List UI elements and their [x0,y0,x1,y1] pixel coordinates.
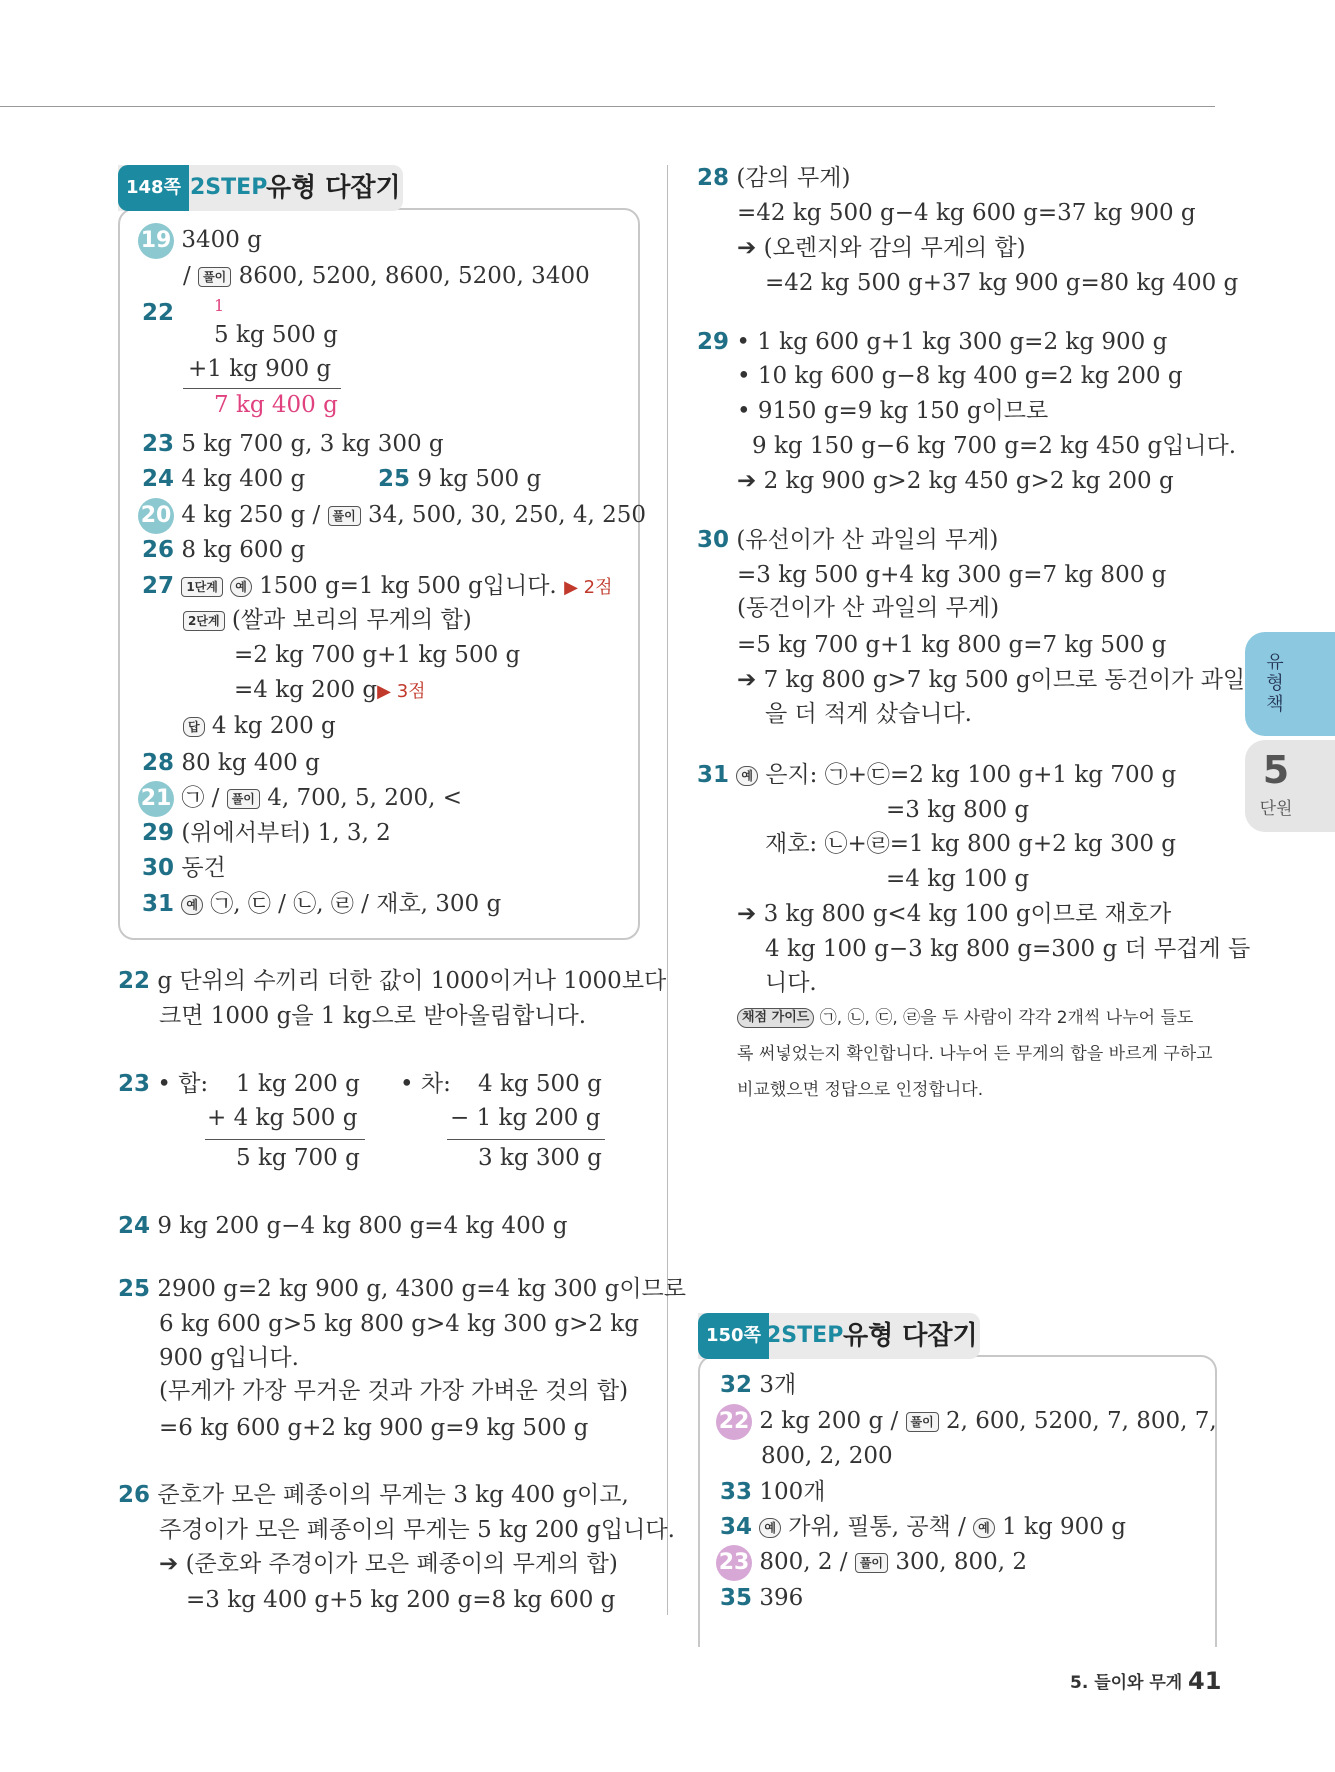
calc-top: 5 kg 500 g [214,322,338,348]
item-number: 28 [697,165,730,191]
item-number: 24 [142,466,175,492]
sum-mid: + 4 kg 500 g [207,1105,358,1131]
solution-text: • 1 kg 600 g+1 kg 300 g=2 kg 900 g [736,329,1168,355]
answer-text: 2 kg 200 g / [759,1408,899,1434]
solution-text: =42 kg 500 g+37 kg 900 g=80 kg 400 g [765,270,1239,296]
points-label: ▶ 2점 [564,577,613,598]
grading-guide [737,1000,1193,1036]
solution-text: 준호가 모은 폐종이의 무게는 3 kg 400 g이고, [157,1482,629,1508]
item-number: 30 [142,855,175,881]
section-title: 유형 다잡기 [266,173,401,203]
item-number: 26 [142,537,175,563]
item-number: 19 [138,223,174,259]
solution-text: • 9150 g=9 kg 150 g이므로 [737,398,1049,424]
solution-text: ➔ 2 kg 900 g>2 kg 450 g>2 kg 200 g [737,468,1174,494]
guide-text: 비교했으면 정답으로 인정합니다. [737,1080,984,1100]
answer-23b [716,1545,1027,1581]
solution-text: (무게가 가장 무거운 것과 가장 가벼운 것의 합) [159,1378,629,1404]
solution-text: (유선이가 산 과일의 무게) [736,527,999,553]
answer-19-solution: / 풀이 8600, 5200, 8600, 5200, 3400 [183,263,590,289]
solution-text: =3 kg 800 g [886,797,1030,823]
example-tag: 예 [230,577,252,597]
solution-text: =5 kg 700 g+1 kg 800 g=7 kg 500 g [737,632,1167,658]
answer-35 [720,1583,803,1613]
answer-tag: 답 [183,717,205,737]
diff-label: • 차: [400,1071,451,1097]
item-number: 24 [118,1213,151,1239]
answer-text: 4 kg 250 g / [181,502,321,528]
item-number: 25 [118,1276,151,1302]
solution-tag: 풀이 [227,789,260,809]
solution-22 [118,966,666,996]
section-title: 유형 다잡기 [843,1321,978,1351]
solution-text: • 합: [157,1071,209,1097]
carry-digit: 1 [214,296,225,315]
solution-text: 6 kg 600 g>5 kg 800 g>4 kg 300 g>2 kg [159,1311,639,1337]
column-divider [667,165,668,1615]
solution-tag: 풀이 [855,1553,888,1573]
solution-text: (감의 무게) [736,165,851,191]
solution-29 [697,327,1167,357]
item-number: 31 [142,891,175,917]
solution-text: 재호: ㉡+㉣=1 kg 800 g+2 kg 300 g [765,831,1177,857]
answer-25 [378,464,541,494]
answer-text: 396 [759,1585,804,1611]
diff-top: 4 kg 500 g [478,1071,602,1097]
solution-text: ➔ (오렌지와 감의 무게의 합) [737,235,1026,261]
item-number: 31 [697,762,730,788]
answer-23 [142,429,444,459]
answer-26 [142,535,305,565]
answer-text: 4 kg 200 g [211,713,336,739]
solution-text: 주경이가 모은 폐종이의 무게는 5 kg 200 g입니다. [159,1517,675,1543]
section-header-150 [698,1313,980,1359]
sum-line [205,1139,365,1140]
item-number: 23 [118,1071,151,1097]
item-number: 32 [720,1372,753,1398]
answer-32 [720,1370,796,1400]
item-number: 27 [142,573,175,599]
solution-24 [118,1211,567,1241]
answer-21 [138,781,462,817]
example-tag: 예 [181,895,203,915]
answer-text: 8600, 5200, 8600, 5200, 3400 [238,263,590,289]
solution-text: ➔ 3 kg 800 g<4 kg 100 g이므로 재호가 [737,901,1172,927]
book-tab[interactable] [1245,632,1335,736]
answer-text: 1500 g=1 kg 500 g입니다. [259,573,557,599]
answer-text: 1 kg 900 g [1002,1514,1126,1540]
answer-28 [142,748,320,778]
answer-22b [716,1404,1217,1440]
item-number: 28 [142,750,175,776]
solution-text: =3 kg 400 g+5 kg 200 g=8 kg 600 g [186,1587,616,1613]
example-tag: 예 [736,766,758,786]
unit-label: 단원 [1259,799,1293,819]
step1-tag: 1단계 [181,577,223,597]
calc-line: =2 kg 700 g+1 kg 500 g [234,642,521,668]
solution-text: • 10 kg 600 g−8 kg 400 g=2 kg 200 g [737,363,1183,389]
solution-28 [697,163,850,193]
solution-text: 4 kg 100 g−3 kg 800 g=300 g 더 무겁게 듭 [765,936,1251,962]
answer-text: ㉠ / [181,785,220,811]
answer-20 [138,498,646,534]
solution-text: (동건이가 산 과일의 무게) [737,595,1000,621]
solution-26 [118,1480,629,1510]
sum-top: 1 kg 200 g [236,1071,360,1097]
item-number: 22 [118,968,151,994]
answer-27-step2 [183,605,472,635]
answer-27-final [183,711,336,741]
answer-text: 34, 500, 30, 250, 4, 250 [368,502,647,528]
solution-text: 니다. [765,970,817,996]
solution-text: =6 kg 600 g+2 kg 900 g=9 kg 500 g [159,1415,589,1441]
item-number: 23 [716,1545,752,1581]
solution-text: ➔ 7 kg 800 g>7 kg 500 g이므로 동건이가 과일 [737,667,1246,693]
answer-30 [142,853,226,883]
answer-text: 4, 700, 5, 200, < [267,785,463,811]
item-number: 21 [138,781,174,817]
item-number: 26 [118,1482,151,1508]
calc-result: 7 kg 400 g [214,392,338,418]
guide-text: ㉠, ㉡, ㉢, ㉣을 두 사람이 각각 2개씩 나누어 들도 [819,1008,1194,1028]
answer-34 [720,1512,1126,1542]
item-number: 34 [720,1514,753,1540]
solution-text: 9 kg 150 g−6 kg 700 g=2 kg 450 g입니다. [752,433,1237,459]
item-number: 29 [142,820,175,846]
page-ref: 148쪽 [118,165,189,211]
item-number: 22 [716,1404,752,1440]
calc-line [183,388,341,389]
solution-tag: 풀이 [906,1412,939,1432]
answer-text: 3400 g [181,227,262,253]
grading-guide-tag: 채점 가이드 [737,1008,814,1028]
solution-tag: 풀이 [328,506,361,526]
answer-text: 800, 2 / [759,1549,848,1575]
answer-text: 8 kg 600 g [181,537,306,563]
answer-text: 5 kg 700 g, 3 kg 300 g [181,431,444,457]
calc-mid: +1 kg 900 g [188,356,332,382]
solution-text: ➔ (준호와 주경이가 모은 폐종이의 무게의 합) [159,1551,618,1577]
solution-text: 은지: ㉠+㉢=2 kg 100 g+1 kg 700 g [765,762,1177,788]
solution-text: =4 kg 100 g [886,866,1030,892]
answer-text: ㉠, ㉢ / ㉡, ㉣ / 재호, 300 g [210,891,502,917]
item-number: 22 [142,300,175,326]
book-tab-label: 유 형 책 [1266,652,1284,715]
item-number: 30 [697,527,730,553]
answer-29 [142,818,391,848]
points-label: ▶ 3점 [377,681,426,702]
solution-text: =3 kg 500 g+4 kg 300 g=7 kg 800 g [737,562,1167,588]
diff-line [447,1139,605,1140]
example-tag: 예 [973,1518,995,1538]
item-number: 20 [138,498,174,534]
solution-23 [118,1069,208,1099]
answer-19 [138,223,262,259]
solution-text: =42 kg 500 g−4 kg 600 g=37 kg 900 g [737,200,1196,226]
answer-text: 9 kg 500 g [417,466,542,492]
answer-text: 80 kg 400 g [181,750,320,776]
step2-tag: 2단계 [183,611,225,631]
solution-text: 900 g입니다. [159,1345,299,1371]
solution-text: 9 kg 200 g−4 kg 800 g=4 kg 400 g [157,1213,568,1239]
answer-text: 300, 800, 2 [895,1549,1028,1575]
item-number: 35 [720,1585,753,1611]
answer-text: 2, 600, 5200, 7, 800, 7, [946,1408,1217,1434]
solution-25 [118,1274,686,1304]
answer-text: 4 kg 400 g [181,466,306,492]
solution-text: 2900 g=2 kg 900 g, 4300 g=4 kg 300 g이므로 [157,1276,686,1302]
item-number: 29 [697,329,730,355]
item-number: 33 [720,1479,753,1505]
item-number: 25 [378,466,411,492]
answer-text: 100개 [759,1479,826,1505]
item-number: 23 [142,431,175,457]
page-ref: 150쪽 [698,1313,769,1359]
unit-tab[interactable] [1245,740,1335,832]
solution-text: g 단위의 수끼리 더한 값이 1000이거나 1000보다 [157,968,667,994]
guide-text: 록 써넣었는지 확인합니다. 나누어 든 무게의 합을 바르게 구하고 [737,1044,1213,1064]
answer-27-step1 [142,571,612,603]
solution-text: 크면 1000 g을 1 kg으로 받아올림합니다. [159,1003,587,1029]
answer-text: (쌀과 보리의 무게의 합) [231,607,472,633]
answer-text: (위에서부터) 1, 3, 2 [181,820,391,846]
solution-tag: 풀이 [198,267,231,287]
answer-text: =4 kg 200 g [234,677,378,703]
answer-33 [720,1477,825,1507]
section-header-148 [118,165,403,211]
solution-text: 을 더 적게 샀습니다. [765,701,972,727]
solution-30 [697,525,998,555]
answer-text: 동건 [181,855,226,881]
answer-31 [142,889,501,919]
sum-result: 5 kg 700 g [236,1145,360,1171]
solution-31 [697,760,1176,790]
calc-line-2 [234,675,426,707]
footer-chapter: 5. 들이와 무게 [1070,1673,1183,1693]
diff-result: 3 kg 300 g [478,1145,602,1171]
step-label: 2STEP [190,175,268,200]
answer-text: 가위, 필통, 공책 / [788,1514,966,1540]
diff-mid: − 1 kg 200 g [450,1105,601,1131]
top-rule [0,106,1215,107]
step-label: 2STEP [766,1323,844,1348]
answer-text: 3개 [759,1372,797,1398]
unit-number: 5 [1262,748,1290,792]
page-number: 41 [1188,1667,1222,1695]
answer-24 [142,464,305,494]
example-tag: 예 [759,1518,781,1538]
answer-text: 800, 2, 200 [761,1443,893,1469]
